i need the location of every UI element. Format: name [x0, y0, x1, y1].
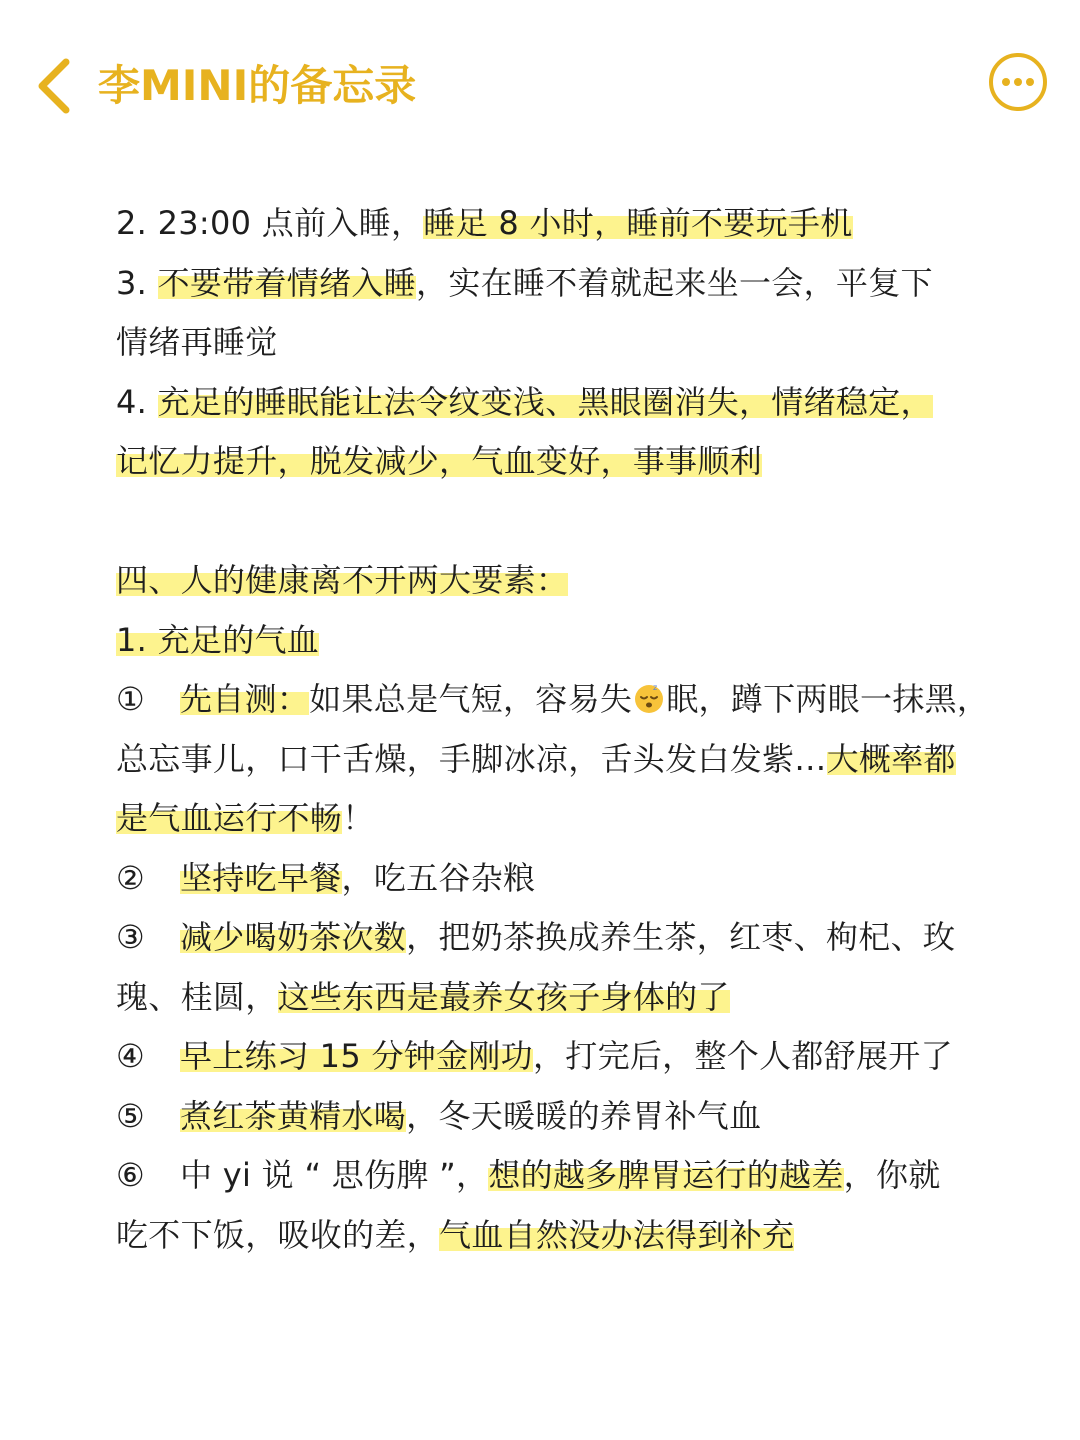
highlight: 坚持吃早餐 — [180, 858, 342, 897]
highlight: 充足的睡眠能让法令纹变浅、黑眼圈消失，情绪稳定， — [157, 382, 933, 421]
point-6: ⑥ 中 yi 说 “ 思伤脾 ”，想的越多脾胃运行的越差，你就 — [116, 1146, 996, 1206]
point-3-cont: 瑰、桂圆，这些东西是蕞养女孩子身体的了 — [116, 977, 730, 1016]
highlight: 记忆力提升，脱发减少，气血变好，事事顺利 — [116, 442, 763, 480]
highlight: 这些东西是蕞养女孩子身体的了 — [277, 977, 730, 1016]
highlight: 煮红茶黄精水喝 — [180, 1096, 407, 1135]
section-heading — [116, 551, 996, 611]
highlight: 四、人的健康离不开两大要素： — [116, 561, 569, 599]
memo-content — [116, 194, 996, 1265]
list-item-3-cont: 情绪再睡觉 — [116, 323, 278, 361]
highlight: 睡足 8 小时，睡前不要玩手机 — [423, 204, 853, 242]
point-5: ⑤ 煮红茶黄精水喝，冬天暖暖的养胃补气血 — [116, 1087, 996, 1147]
list-item-4: 4. 充足的睡眠能让法令纹变浅、黑眼圈消失，情绪稳定， — [116, 382, 933, 421]
page-title: 李MINI的备忘录 — [98, 61, 417, 110]
highlight: 不要带着情绪入睡 — [157, 263, 417, 302]
highlight: 先自测： — [180, 680, 310, 718]
list-item-2: 2. 23:00 点前入睡，睡足 8 小时，睡前不要玩手机 — [116, 204, 853, 242]
highlight: 早上练习 15 分钟金刚功 — [180, 1037, 533, 1075]
point-2: ② 坚持吃早餐，吃五谷杂粮 — [116, 849, 996, 909]
point-number: ① — [116, 680, 145, 718]
highlight: 1. 充足的气血 — [116, 620, 320, 659]
svg-text:z: z — [653, 683, 658, 692]
list-item-3: 3. 不要带着情绪入睡，实在睡不着就起来坐一会，平复下 — [116, 263, 933, 302]
point-4: ④ 早上练习 15 分钟金刚功，打完后，整个人都舒展开了 — [116, 1027, 996, 1087]
chevron-left-icon[interactable] — [30, 54, 80, 118]
point-1-cont2: 是气血运行不畅！ — [116, 799, 375, 837]
more-dots-icon[interactable] — [988, 52, 1048, 112]
blank-line — [116, 492, 996, 552]
highlight: 气血自然没办法得到补充 — [439, 1215, 795, 1254]
list-item-4-cont — [116, 432, 996, 492]
highlight: 大概率都 — [826, 739, 956, 778]
point-1-cont: 总忘事儿，口干舌燥，手脚冰凉，舌头发白发紫…大概率都 — [116, 739, 956, 778]
point-number: ③ — [116, 918, 145, 956]
point-number: ④ — [116, 1037, 145, 1075]
highlight: 想的越多脾胃运行的越差 — [488, 1156, 844, 1194]
highlight: 减少喝奶茶次数 — [180, 918, 407, 956]
subsection-heading — [116, 611, 996, 671]
point-number: ⑥ — [116, 1156, 145, 1194]
highlight: 是气血运行不畅 — [116, 799, 343, 837]
sleeping-face-icon — [633, 682, 665, 714]
point-3: ③ 减少喝奶茶次数，把奶茶换成养生茶，红枣、枸杞、玫 — [116, 908, 996, 968]
app-header — [0, 0, 1080, 170]
point-number: ⑤ — [116, 1096, 145, 1135]
point-1: ① 先自测：如果总是气短，容易失 z 眠，蹲下两眼一抹黑， — [116, 670, 996, 730]
point-number: ② — [116, 858, 145, 897]
point-6-cont: 吃不下饭，吸收的差，气血自然没办法得到补充 — [116, 1215, 795, 1254]
